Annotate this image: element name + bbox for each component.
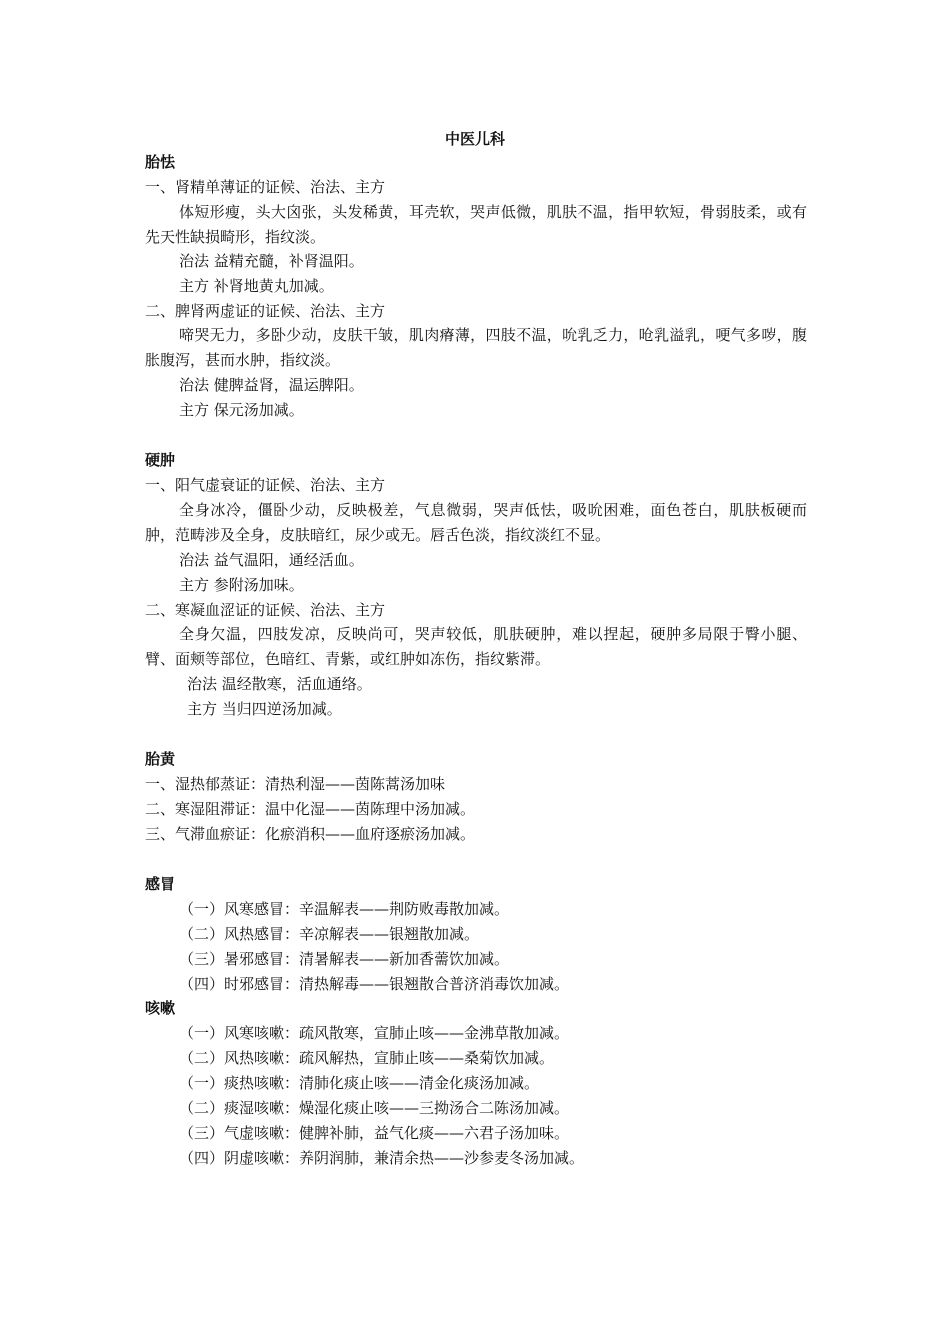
- main-formula: 主方 保元汤加减。: [179, 401, 304, 419]
- subsection-heading: 二、寒凝血涩证的证候、治法、主方: [145, 601, 386, 619]
- syndrome-description: 体短形瘦，头大囟张，头发稀黄，耳壳软，哭声低微，肌肤不温，指甲软短，骨弱肢柔，或有先天性缺损畸形，指纹淡。: [145, 203, 807, 246]
- subsection-heading: 二、脾肾两虚证的证候、治法、主方: [145, 302, 386, 320]
- list-item: （四）时邪感冒：清热解毒——银翘散合普济消毒饮加减。: [179, 975, 570, 993]
- list-item: 一、湿热郁蒸证：清热利湿——茵陈蒿汤加味: [145, 775, 446, 793]
- treatment-method: 治法 温经散寒，活血通络。: [187, 675, 372, 693]
- main-formula: 主方 补肾地黄丸加减。: [179, 277, 334, 295]
- syndrome-description: 啼哭无力，多卧少动，皮肤干皱，肌肉瘠薄，四肢不温，吮乳乏力，呛乳溢乳，哽气多哕，腹胀腹泻，甚而水肿，指纹淡。: [145, 326, 807, 369]
- main-formula: 主方 参附汤加味。: [179, 576, 304, 594]
- section-heading: 硬肿: [145, 451, 176, 469]
- list-item: （二）风热感冒：辛凉解表——银翘散加减。: [179, 925, 480, 943]
- list-item: （一）风寒感冒：辛温解表——荆防败毒散加减。: [179, 900, 510, 918]
- list-item: （一）痰热咳嗽：清肺化痰止咳——清金化痰汤加减。: [179, 1074, 540, 1092]
- main-formula: 主方 当归四逆汤加减。: [187, 700, 342, 718]
- section-heading: 胎黄: [145, 750, 176, 768]
- list-item: （二）痰湿咳嗽：燥湿化痰止咳——三拗汤合二陈汤加减。: [179, 1099, 570, 1117]
- list-item: 二、寒湿阻滞证：温中化湿——茵陈理中汤加减。: [145, 800, 476, 818]
- treatment-method: 治法 益精充髓，补肾温阳。: [179, 252, 364, 270]
- subsection-heading: 一、阳气虚衰证的证候、治法、主方: [145, 476, 386, 494]
- list-item: （二）风热咳嗽：疏风解热，宣肺止咳——桑菊饮加减。: [179, 1049, 555, 1067]
- list-item: （四）阴虚咳嗽：养阴润肺，兼清余热——沙参麦冬汤加减。: [179, 1149, 585, 1167]
- syndrome-description: 全身冰冷，僵卧少动，反映极差，气息微弱，哭声低怯，吸吮困难，面色苍白，肌肤板硬而肿，范畴涉及全身，皮肤暗红，尿少或无。唇舌色淡，指纹淡红不显。: [145, 501, 807, 544]
- treatment-method: 治法 益气温阳，通经活血。: [179, 551, 364, 569]
- syndrome-description: 全身欠温，四肢发凉，反映尚可，哭声较低，肌肤硬肿，难以捏起，硬肿多局限于臀小腿、臂、面颊等部位，色暗红、青紫，或红肿如冻伤，指纹紫滞。: [145, 625, 807, 668]
- list-item: （一）风寒咳嗽：疏风散寒，宣肺止咳——金沸草散加减。: [179, 1024, 570, 1042]
- treatment-method: 治法 健脾益肾，温运脾阳。: [179, 376, 364, 394]
- document-title: 中医儿科: [444, 130, 505, 148]
- subsection-heading: 一、肾精单薄证的证候、治法、主方: [145, 178, 386, 196]
- section-heading: 感冒: [145, 875, 176, 893]
- section-heading: 咳嗽: [145, 999, 176, 1017]
- list-item: 三、气滞血瘀证：化瘀消积——血府逐瘀汤加减。: [145, 825, 476, 843]
- section-heading: 胎怯: [145, 153, 176, 171]
- list-item: （三）气虚咳嗽：健脾补肺，益气化痰——六君子汤加味。: [179, 1124, 570, 1142]
- list-item: （三）暑邪感冒：清暑解表——新加香薷饮加减。: [179, 950, 510, 968]
